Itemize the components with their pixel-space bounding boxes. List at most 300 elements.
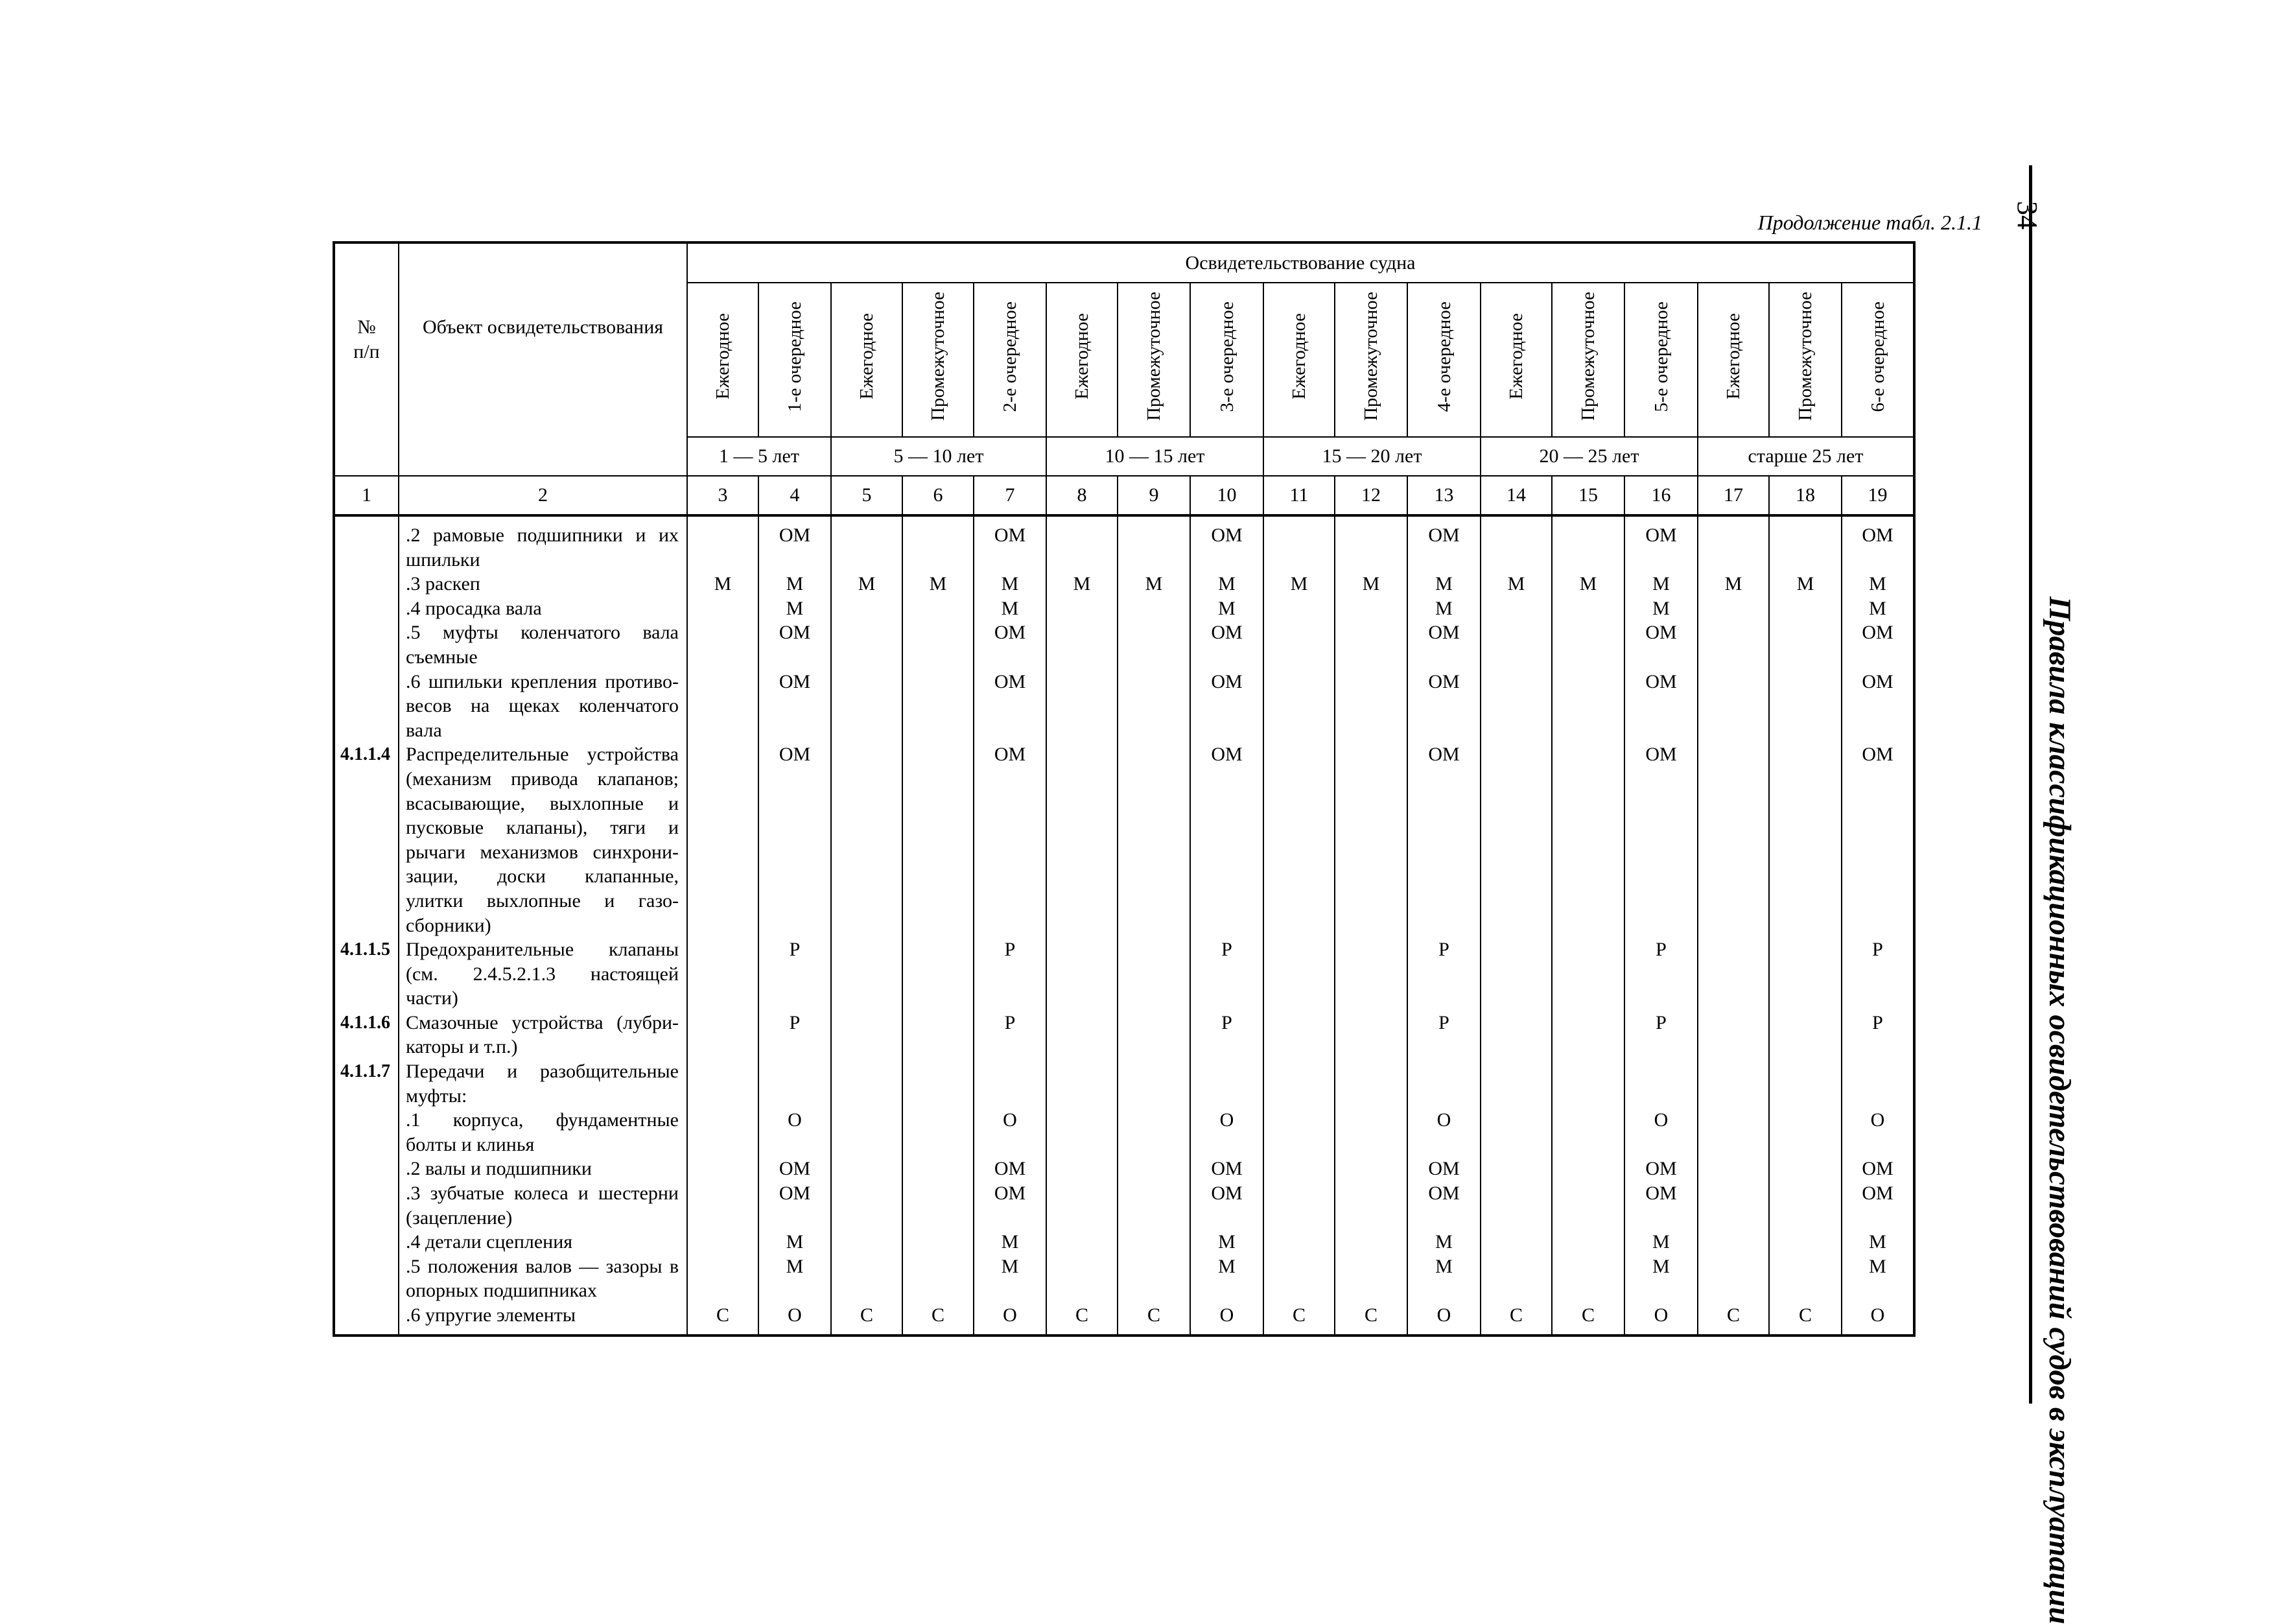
object-text-line: части) <box>406 987 458 1009</box>
spacer <box>759 913 830 938</box>
spacer <box>832 1035 902 1059</box>
survey-mark-column <box>1335 515 1407 1336</box>
spacer <box>903 1084 973 1109</box>
spacer <box>1118 548 1190 572</box>
age-group-header: 10 — 15 лет <box>1046 437 1263 476</box>
column-number: 6 <box>902 476 974 515</box>
side-rule <box>2029 165 2032 1404</box>
survey-mark-column <box>1624 515 1698 1336</box>
survey-mark: Р <box>789 1011 801 1033</box>
spacer <box>832 1059 902 1084</box>
spacer <box>688 742 758 767</box>
spacer <box>1335 1084 1407 1109</box>
object-text-line: .6 упругие элементы <box>406 1304 576 1326</box>
spacer <box>1408 1133 1480 1157</box>
spacer <box>1481 1011 1551 1035</box>
survey-mark: ОМ <box>1645 1183 1677 1205</box>
spacer <box>903 767 973 792</box>
item-number: 4.1.1.7 <box>340 1061 390 1082</box>
column-number: 8 <box>1046 476 1118 515</box>
survey-mark: ОМ <box>994 524 1026 546</box>
survey-mark: М <box>714 573 732 595</box>
spacer <box>688 1254 758 1279</box>
spacer <box>1770 1059 1841 1084</box>
spacer <box>832 1181 902 1206</box>
spacer <box>759 792 830 816</box>
survey-mark: ОМ <box>1645 1158 1677 1180</box>
object-text-line: рычаги механизмов синхрони- <box>406 841 679 863</box>
spacer <box>974 1278 1046 1303</box>
survey-mark-column <box>831 515 902 1336</box>
spacer <box>1698 1133 1768 1157</box>
spacer <box>1698 1230 1768 1254</box>
spacer <box>903 864 973 889</box>
spacer <box>1335 1133 1407 1157</box>
object-text-line: .5 муфты коленчатого вала <box>406 622 679 644</box>
survey-type-label: 5-е очередное <box>1650 301 1672 412</box>
survey-type-header <box>1552 283 1624 437</box>
spacer <box>1264 1157 1334 1181</box>
spacer <box>1481 962 1551 987</box>
spacer <box>1118 1230 1190 1254</box>
item-number-column <box>334 515 399 1336</box>
spacer <box>1191 767 1263 792</box>
survey-type-label: Промежуточное <box>1795 292 1816 421</box>
spacer <box>1770 1157 1841 1181</box>
spacer <box>1770 1035 1841 1059</box>
spacer <box>1770 1230 1841 1254</box>
spacer <box>1770 816 1841 840</box>
spacer <box>1408 1206 1480 1230</box>
spacer <box>1047 1230 1117 1254</box>
spacer <box>1118 1206 1190 1230</box>
spacer <box>1264 645 1334 670</box>
survey-mark: ОМ <box>1645 744 1677 766</box>
survey-mark: М <box>1290 573 1308 595</box>
survey-mark: М <box>786 597 804 619</box>
spacer <box>1842 1059 1913 1084</box>
survey-mark: М <box>1724 573 1742 595</box>
object-text-line: каторы и т.п.) <box>406 1036 518 1058</box>
spacer <box>1625 1206 1697 1230</box>
spacer <box>1047 767 1117 792</box>
survey-mark: М <box>1652 1231 1670 1253</box>
survey-type-label: Ежегодное <box>712 313 733 400</box>
spacer <box>1408 694 1480 718</box>
spacer <box>688 792 758 816</box>
spacer <box>1481 548 1551 572</box>
age-group-header: 5 — 10 лет <box>831 437 1046 476</box>
spacer <box>1118 620 1190 645</box>
spacer <box>1264 1230 1334 1254</box>
spacer <box>688 1011 758 1035</box>
spacer <box>1842 913 1913 938</box>
spacer <box>903 840 973 865</box>
spacer <box>832 718 902 743</box>
survey-type-header <box>1624 283 1698 437</box>
spacer <box>759 864 830 889</box>
survey-mark: М <box>786 1255 804 1277</box>
spacer <box>1842 1133 1913 1157</box>
spacer <box>903 1157 973 1181</box>
spacer <box>1264 620 1334 645</box>
spacer <box>974 718 1046 743</box>
spacer <box>335 694 398 718</box>
spacer <box>1408 864 1480 889</box>
survey-type-header <box>687 283 758 437</box>
spacer <box>903 913 973 938</box>
spacer <box>1698 1108 1768 1133</box>
spacer <box>335 572 398 596</box>
spacer <box>335 670 398 694</box>
spacer <box>1770 742 1841 767</box>
age-group-header: 15 — 20 лет <box>1263 437 1481 476</box>
spacer <box>1698 548 1768 572</box>
survey-mark-column <box>902 515 974 1336</box>
survey-mark: ОМ <box>994 744 1026 766</box>
spacer <box>1481 645 1551 670</box>
table-header <box>334 242 1914 515</box>
survey-mark-column <box>1046 515 1118 1336</box>
survey-mark: Р <box>789 939 801 961</box>
spacer <box>1335 718 1407 743</box>
spacer <box>1408 718 1480 743</box>
spacer <box>1770 864 1841 889</box>
spacer <box>335 596 398 621</box>
survey-mark: О <box>1870 1304 1885 1326</box>
spacer <box>903 1254 973 1279</box>
spacer <box>1264 889 1334 913</box>
spacer <box>1118 792 1190 816</box>
survey-mark: М <box>1218 1255 1236 1277</box>
spacer <box>903 1059 973 1084</box>
spacer <box>1625 1278 1697 1303</box>
spacer <box>1553 767 1624 792</box>
spacer <box>903 1035 973 1059</box>
spacer <box>1191 986 1263 1011</box>
spacer <box>1553 645 1624 670</box>
spacer <box>1842 864 1913 889</box>
spacer <box>1408 889 1480 913</box>
spacer <box>1553 864 1624 889</box>
spacer <box>1770 1278 1841 1303</box>
spacer <box>1264 986 1334 1011</box>
spacer <box>1625 1059 1697 1084</box>
spacer <box>1047 1206 1117 1230</box>
spacer <box>1335 1035 1407 1059</box>
object-text-line: пусковые клапаны), тяги и <box>406 817 679 839</box>
spacer <box>1770 523 1841 548</box>
spacer <box>903 937 973 962</box>
spacer <box>1842 1035 1913 1059</box>
survey-mark: Р <box>1438 939 1449 961</box>
spacer <box>335 864 398 889</box>
spacer <box>335 962 398 987</box>
spacer <box>1118 864 1190 889</box>
spacer <box>1698 1206 1768 1230</box>
spacer <box>903 548 973 572</box>
spacer <box>1264 913 1334 938</box>
spacer <box>759 718 830 743</box>
survey-mark-column <box>1481 515 1552 1336</box>
spacer <box>1047 620 1117 645</box>
spacer <box>1264 1133 1334 1157</box>
spacer <box>1047 840 1117 865</box>
spacer <box>1335 840 1407 865</box>
survey-mark-column <box>1407 515 1481 1336</box>
spacer <box>1553 1133 1624 1157</box>
survey-type-label: Ежегодное <box>1072 313 1092 400</box>
spacer <box>688 937 758 962</box>
spacer <box>759 1035 830 1059</box>
spacer <box>903 1230 973 1254</box>
spacer <box>1335 620 1407 645</box>
survey-mark: О <box>1654 1109 1669 1131</box>
spacer <box>1047 596 1117 621</box>
spacer <box>1625 1035 1697 1059</box>
spacer <box>1842 889 1913 913</box>
spacer <box>903 645 973 670</box>
survey-type-header <box>1118 283 1190 437</box>
survey-type-header <box>1190 283 1263 437</box>
survey-mark: М <box>1001 597 1019 619</box>
survey-type-header <box>758 283 831 437</box>
survey-mark: ОМ <box>1211 1183 1243 1205</box>
item-number: 4.1.1.4 <box>340 744 390 765</box>
survey-mark: Р <box>1221 1011 1232 1033</box>
spacer <box>1481 596 1551 621</box>
column-number: 2 <box>399 476 687 515</box>
spacer <box>1264 1206 1334 1230</box>
spacer <box>1335 645 1407 670</box>
spacer <box>688 670 758 694</box>
survey-mark: С <box>1147 1304 1160 1326</box>
survey-mark: ОМ <box>1211 1158 1243 1180</box>
spacer <box>832 548 902 572</box>
spacer <box>1335 1181 1407 1206</box>
spacer <box>1698 1254 1768 1279</box>
survey-mark: М <box>1218 597 1236 619</box>
spacer <box>1770 913 1841 938</box>
spacer <box>1264 596 1334 621</box>
spacer <box>1481 1254 1551 1279</box>
object-text-line: (механизм привода клапанов; <box>406 768 679 790</box>
spacer <box>688 1278 758 1303</box>
spacer <box>1842 548 1913 572</box>
spacer <box>1770 718 1841 743</box>
spacer <box>688 718 758 743</box>
spacer <box>1047 792 1117 816</box>
object-text-line: опорных подшипниках <box>406 1280 597 1302</box>
column-number: 13 <box>1407 476 1481 515</box>
spacer <box>1118 645 1190 670</box>
spacer <box>1770 889 1841 913</box>
spacer <box>1625 962 1697 987</box>
spacer <box>974 889 1046 913</box>
survey-mark: ОМ <box>1211 744 1243 766</box>
survey-mark: ОМ <box>1211 524 1243 546</box>
spacer <box>1264 937 1334 962</box>
spacer <box>335 816 398 840</box>
spacer <box>1698 816 1768 840</box>
spacer <box>1698 864 1768 889</box>
survey-mark-column <box>1118 515 1190 1336</box>
spacer <box>832 645 902 670</box>
spacer <box>903 1011 973 1035</box>
spacer <box>1264 1011 1334 1035</box>
survey-mark: ОМ <box>1428 524 1460 546</box>
spacer <box>1553 913 1624 938</box>
object-text-line: Распределительные устройства <box>406 744 679 766</box>
spacer <box>974 986 1046 1011</box>
spacer <box>1553 1084 1624 1109</box>
spacer <box>1553 694 1624 718</box>
spacer <box>974 1084 1046 1109</box>
spacer <box>759 986 830 1011</box>
spacer <box>1047 913 1117 938</box>
spacer <box>1698 694 1768 718</box>
spacer <box>832 840 902 865</box>
survey-type-header <box>1698 283 1769 437</box>
spacer <box>759 645 830 670</box>
spacer <box>1264 1108 1334 1133</box>
spacer <box>1698 1278 1768 1303</box>
spacer <box>688 962 758 987</box>
spacer <box>1335 937 1407 962</box>
survey-mark: ОМ <box>1428 670 1460 692</box>
spacer <box>1264 962 1334 987</box>
spacer <box>1118 1181 1190 1206</box>
survey-mark: ОМ <box>1428 622 1460 644</box>
survey-mark: Р <box>1872 939 1883 961</box>
spacer <box>1191 1035 1263 1059</box>
survey-type-label: Промежуточное <box>928 292 948 421</box>
spacer <box>688 864 758 889</box>
spacer <box>688 694 758 718</box>
column-number: 4 <box>758 476 831 515</box>
spacer <box>1553 620 1624 645</box>
spacer <box>1842 962 1913 987</box>
survey-mark: О <box>1219 1109 1234 1131</box>
spacer <box>1698 596 1768 621</box>
spacer <box>974 645 1046 670</box>
spacer <box>335 986 398 1011</box>
spacer <box>1118 1108 1190 1133</box>
spacer <box>1191 962 1263 987</box>
spacer <box>335 1254 398 1279</box>
survey-mark: М <box>1218 1231 1236 1253</box>
spacer <box>1770 596 1841 621</box>
survey-mark: М <box>1507 573 1525 595</box>
spacer <box>1698 767 1768 792</box>
survey-mark: С <box>1726 1304 1740 1326</box>
spacer <box>974 816 1046 840</box>
spacer <box>1625 986 1697 1011</box>
column-number: 18 <box>1769 476 1842 515</box>
spacer <box>1553 1059 1624 1084</box>
spacer <box>1770 694 1841 718</box>
spacer <box>1770 767 1841 792</box>
column-number: 14 <box>1481 476 1552 515</box>
survey-mark: О <box>788 1109 802 1131</box>
survey-mark: М <box>1435 573 1453 595</box>
spacer <box>1408 1059 1480 1084</box>
age-group-header: старше 25 лет <box>1698 437 1914 476</box>
spacer <box>1191 1278 1263 1303</box>
spacer <box>1047 548 1117 572</box>
spacer <box>1842 792 1913 816</box>
spacer <box>1625 816 1697 840</box>
survey-mark: С <box>1509 1304 1523 1326</box>
survey-mark: М <box>1579 573 1597 595</box>
survey-type-label: Ежегодное <box>856 313 877 400</box>
object-text-line: (зацепление) <box>406 1206 513 1229</box>
spacer <box>688 548 758 572</box>
survey-type-label: Промежуточное <box>1361 292 1381 421</box>
survey-mark: ОМ <box>994 1158 1026 1180</box>
spacer <box>1264 670 1334 694</box>
spacer <box>1698 1084 1768 1109</box>
column-number: 16 <box>1624 476 1698 515</box>
object-text-line: съемные <box>406 646 478 668</box>
survey-mark: С <box>1581 1304 1595 1326</box>
survey-mark: ОМ <box>1211 670 1243 692</box>
spacer <box>688 1108 758 1133</box>
spacer <box>1698 523 1768 548</box>
survey-mark: О <box>788 1304 802 1326</box>
survey-type-label: 6-е очередное <box>1867 301 1888 412</box>
survey-mark: ОМ <box>1645 622 1677 644</box>
spacer <box>1335 670 1407 694</box>
spacer <box>903 1133 973 1157</box>
survey-mark: ОМ <box>779 744 811 766</box>
spacer <box>335 548 398 572</box>
survey-mark: М <box>786 573 804 595</box>
spacer <box>688 1230 758 1254</box>
spacer <box>1553 1278 1624 1303</box>
spacer <box>1408 548 1480 572</box>
spacer <box>832 742 902 767</box>
spacer <box>1553 523 1624 548</box>
spacer <box>1770 840 1841 865</box>
survey-table <box>333 241 1916 1337</box>
spacer <box>1264 864 1334 889</box>
spacer <box>335 840 398 865</box>
spacer <box>1408 767 1480 792</box>
spacer <box>1481 742 1551 767</box>
spacer <box>974 694 1046 718</box>
spacer <box>1698 792 1768 816</box>
spacer <box>1770 986 1841 1011</box>
spacer <box>1481 718 1551 743</box>
spacer <box>1118 1133 1190 1157</box>
spacer <box>832 523 902 548</box>
spacer <box>688 1206 758 1230</box>
column-number: 3 <box>687 476 758 515</box>
column-number: 12 <box>1335 476 1407 515</box>
spacer <box>903 816 973 840</box>
spacer <box>1408 962 1480 987</box>
spacer <box>1481 767 1551 792</box>
spacer <box>1553 1181 1624 1206</box>
spacer <box>1047 645 1117 670</box>
survey-type-header <box>831 283 902 437</box>
spacer <box>832 1278 902 1303</box>
spacer <box>903 596 973 621</box>
spacer <box>1553 718 1624 743</box>
spacer <box>1047 694 1117 718</box>
spacer <box>1553 816 1624 840</box>
